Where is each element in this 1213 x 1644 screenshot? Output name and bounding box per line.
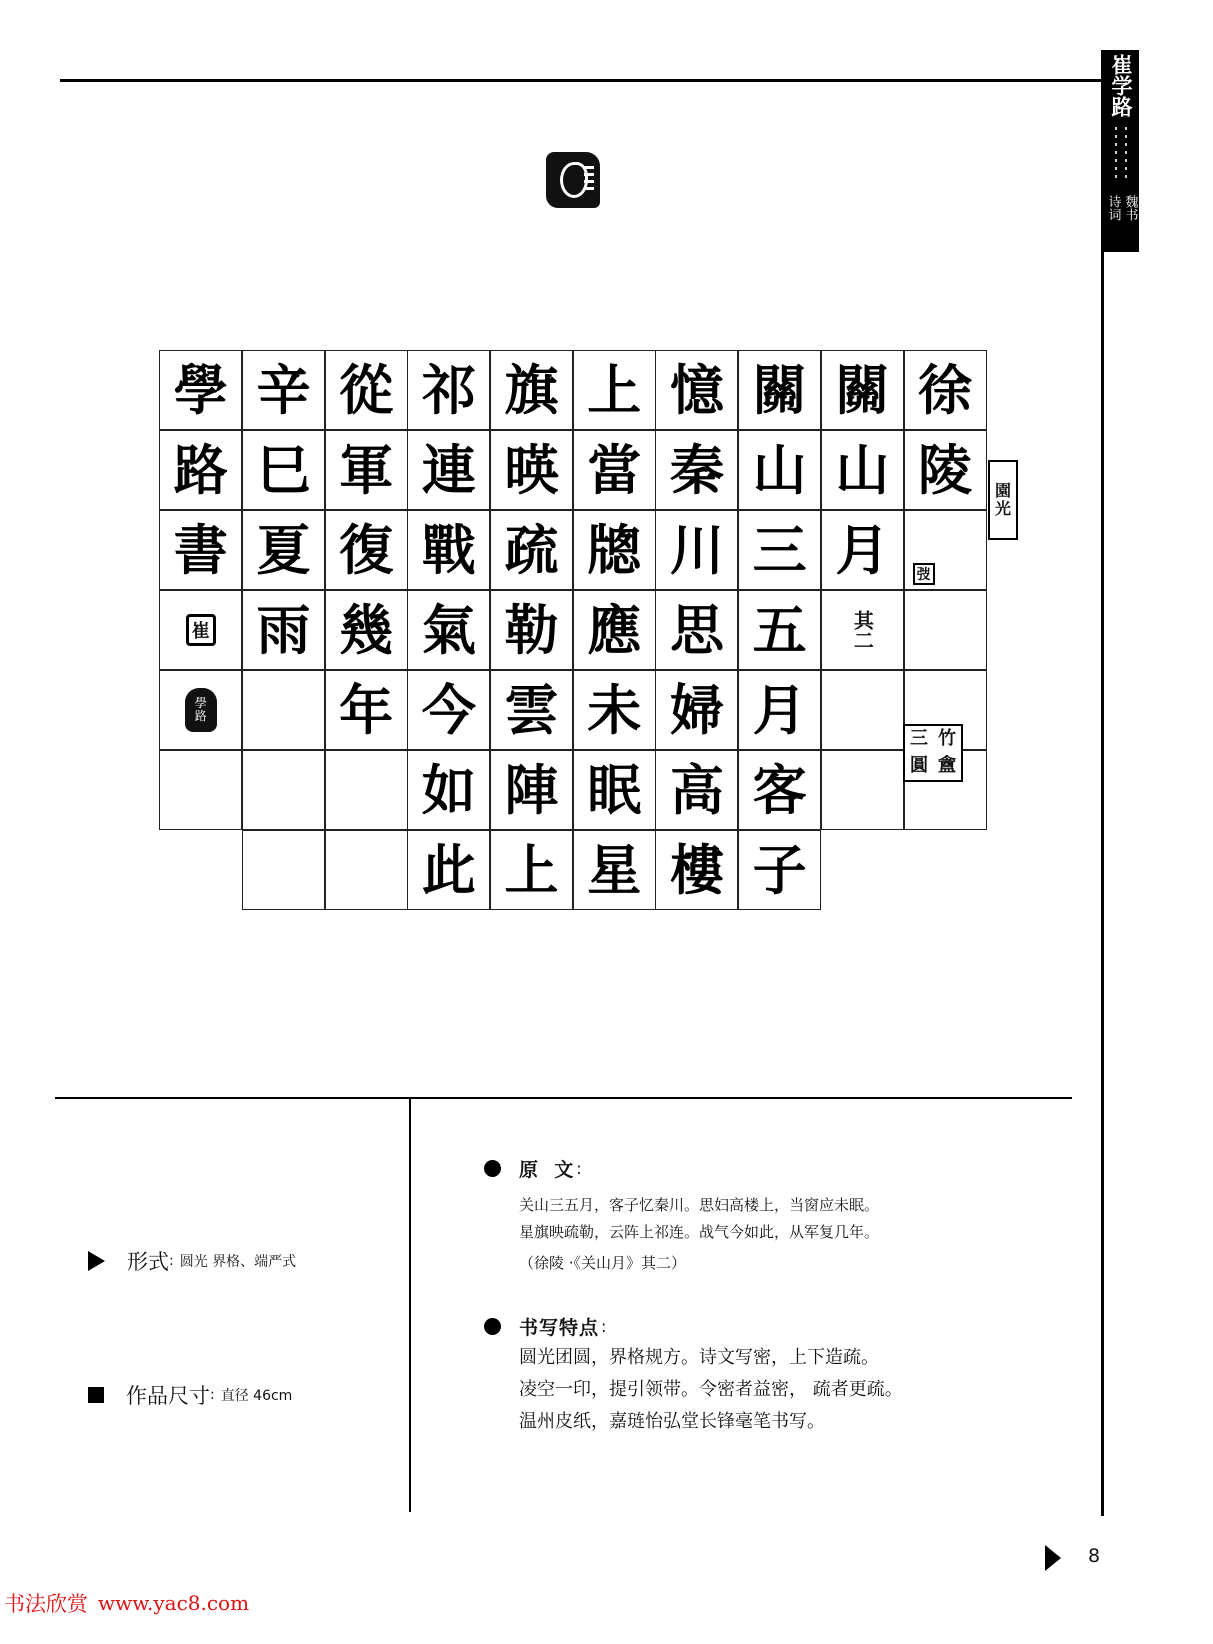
- calligraphy-character: 年: [339, 678, 394, 742]
- grid-cell: [159, 430, 242, 510]
- grid-cell: [242, 830, 325, 910]
- subtitle-shici: 诗词: [1105, 195, 1121, 221]
- grid-cell: [407, 750, 490, 830]
- grid-cell: [242, 430, 325, 510]
- form-value: 圆光 界格、端严式: [179, 1254, 297, 1270]
- seal-char: 學: [194, 696, 207, 710]
- grid-cell: [325, 590, 408, 670]
- grid-cell: [490, 430, 573, 510]
- grid-cell: [821, 350, 904, 430]
- poem-line: 关山三五月，客子忆秦川。思妇高楼上，当窗应未眠。: [519, 1196, 880, 1214]
- side-tab: [1103, 50, 1139, 252]
- calligraphy-character: 憶: [669, 358, 724, 422]
- original-text-lines: [519, 1192, 879, 1277]
- calligraphy-character: 上: [587, 358, 642, 422]
- calligraphy-character: 秦: [669, 438, 724, 502]
- grid-cell: [821, 590, 904, 670]
- grid-cell: [407, 670, 490, 750]
- grid-cell: [159, 510, 242, 590]
- grid-cell: [655, 750, 738, 830]
- grid-cell: [159, 750, 242, 830]
- calligraphy-character: 上: [504, 838, 559, 902]
- grid-cell: [159, 670, 242, 750]
- edge-seal-2-icon: [903, 724, 963, 782]
- watermark: [4, 1588, 249, 1618]
- grid-cell: [325, 430, 408, 510]
- colon: :: [576, 1159, 582, 1178]
- grid-cell: [490, 590, 573, 670]
- poem-number-note: 其二: [850, 610, 875, 650]
- calligraphy-character: 應: [587, 598, 642, 662]
- grid-cell: [655, 830, 738, 910]
- section-heading: [484, 1155, 879, 1182]
- calligraphy-character: 書: [173, 518, 228, 582]
- grid-cell: [821, 430, 904, 510]
- calligraphy-character: 山: [835, 438, 890, 502]
- calligraphy-character: 雲: [504, 678, 559, 742]
- grid-cell: [242, 590, 325, 670]
- grid-cell: [655, 510, 738, 590]
- calligraphy-character: 巳: [256, 438, 311, 502]
- form-label: 形式: [127, 1250, 169, 1274]
- calligraphy-character: 未: [587, 678, 642, 742]
- calligraphy-character: 旗: [504, 358, 559, 422]
- grid-cell: [573, 830, 656, 910]
- calligraphy-character: 從: [339, 358, 394, 422]
- grid-cell: [490, 750, 573, 830]
- grid-cell: [738, 590, 821, 670]
- feature-line: 圆光团圆，界格规方。诗文写密，上下造疏。: [519, 1347, 879, 1368]
- square-bullet-icon: [88, 1387, 104, 1403]
- poem-citation: （徐陵 ·《关山月》其二）: [519, 1254, 687, 1272]
- grid-cell: [490, 830, 573, 910]
- grid-cell: [904, 510, 987, 590]
- section-divider: [55, 1097, 1072, 1099]
- calligraphy-character: 陣: [504, 758, 559, 822]
- oval-seal-icon: [185, 688, 217, 732]
- calligraphy-character: 此: [421, 838, 476, 902]
- grid-cell: [490, 510, 573, 590]
- grid-cell: [821, 750, 904, 830]
- calligraphy-character: 祁: [421, 358, 476, 422]
- calligraphy-character: 三: [752, 518, 807, 582]
- edge-seal-char: 竹: [938, 728, 956, 749]
- calligraphy-character: 月: [752, 678, 807, 742]
- page-arrow-icon: [1045, 1545, 1061, 1571]
- calligraphy-character: 川: [669, 518, 724, 582]
- grid-cell: [159, 350, 242, 430]
- calligraphy-character: 五: [752, 598, 807, 662]
- grid-cell: [821, 670, 904, 750]
- circle-bullet-icon: [484, 1160, 501, 1177]
- grid-cell: [242, 670, 325, 750]
- colon: :: [210, 1387, 215, 1403]
- calligraphy-character: 學: [173, 358, 228, 422]
- calligraphy-character: 幾: [339, 598, 394, 662]
- calligraphy-character: 勒: [504, 598, 559, 662]
- edge-seal-icon: [988, 460, 1018, 540]
- author-name: 崔学路: [1109, 54, 1133, 117]
- watermark-url[interactable]: www.yac8.com: [98, 1591, 250, 1615]
- name-seal-icon: 崔: [186, 614, 216, 646]
- small-seal-icon: 弢: [913, 563, 935, 585]
- page-number: 8: [1088, 1545, 1101, 1567]
- calligraphy-character: 如: [421, 758, 476, 822]
- grid-cell: [159, 590, 242, 670]
- edge-seal-char: 光: [994, 499, 1011, 518]
- grid-cell: [325, 670, 408, 750]
- grid-cell: [904, 430, 987, 510]
- calligraphy-character: 夏: [256, 518, 311, 582]
- calligraphy-character: 氣: [421, 598, 476, 662]
- section-title: 书写特点: [519, 1317, 600, 1339]
- grid-cell: [325, 510, 408, 590]
- calligraphy-character: 關: [752, 358, 807, 422]
- grid-cell: [242, 510, 325, 590]
- top-seal-icon: [546, 152, 600, 208]
- grid-cell: [655, 670, 738, 750]
- calligraphy-character: 子: [752, 838, 807, 902]
- calligraphy-character: 連: [421, 438, 476, 502]
- grid-cell: [325, 350, 408, 430]
- seal-char: 路: [194, 709, 207, 723]
- grid-cell: [573, 430, 656, 510]
- calligraphy-character: 月: [835, 518, 890, 582]
- side-tab-dots: [1115, 127, 1127, 187]
- calligraphy-character: 當: [587, 438, 642, 502]
- feature-line: 凌空一印，提引领带。令密者益密， 疏者更疏。: [519, 1379, 903, 1400]
- calligraphy-character: 眠: [587, 758, 642, 822]
- grid-cell: [904, 350, 987, 430]
- column-divider: [409, 1098, 411, 1512]
- features-lines: [519, 1342, 903, 1438]
- form-row: [88, 1246, 296, 1276]
- grid-cell: [490, 670, 573, 750]
- triangle-bullet-icon: [88, 1251, 105, 1271]
- grid-cell: [738, 830, 821, 910]
- calligraphy-character: 關: [835, 358, 890, 422]
- grid-cell: [490, 350, 573, 430]
- grid-cell: [738, 670, 821, 750]
- edge-seal-char: 園: [994, 481, 1011, 500]
- section-title: 原 文: [519, 1159, 575, 1181]
- grid-cell: [407, 590, 490, 670]
- watermark-site-name: 书法欣赏: [4, 1592, 88, 1616]
- calligraphy-character: 山: [752, 438, 807, 502]
- calligraphy-character: 雨: [256, 598, 311, 662]
- grid-cell: [573, 590, 656, 670]
- calligraphy-character: 疏: [504, 518, 559, 582]
- colon: :: [601, 1317, 607, 1336]
- grid-cell: [242, 350, 325, 430]
- grid-cell: [573, 510, 656, 590]
- subtitle-weishu: 魏书: [1122, 195, 1138, 221]
- grid-cell: [655, 590, 738, 670]
- side-tab-subtitles: [1106, 195, 1137, 221]
- right-rule: [1101, 50, 1104, 1516]
- calligraphy-character: 戰: [421, 518, 476, 582]
- grid-cell: [738, 430, 821, 510]
- grid-cell: [821, 510, 904, 590]
- grid-cell: [325, 830, 408, 910]
- grid-cell: [407, 430, 490, 510]
- calligraphy-character: 星: [587, 838, 642, 902]
- grid-cell: [407, 350, 490, 430]
- poem-line: 星旗映疏勒，云阵上祁连。战气今如此，从军复几年。: [519, 1223, 880, 1241]
- size-label: 作品尺寸: [126, 1384, 210, 1408]
- grid-cell: [738, 350, 821, 430]
- circle-bullet-icon: [484, 1318, 501, 1335]
- grid-cell: [655, 350, 738, 430]
- original-text-section: [484, 1155, 879, 1277]
- section-heading: [484, 1313, 903, 1340]
- grid-cell: [573, 670, 656, 750]
- calligraphy-character: 高: [669, 758, 724, 822]
- size-row: [88, 1380, 292, 1410]
- calligraphy-character: 婦: [669, 678, 724, 742]
- grid-cell: [242, 750, 325, 830]
- grid-cell: [407, 510, 490, 590]
- colon: :: [169, 1253, 174, 1269]
- grid-cell: [904, 590, 987, 670]
- calligraphy-character: 牕: [587, 518, 642, 582]
- edge-seal-char: 圓: [910, 755, 928, 776]
- calligraphy-character: 樓: [669, 838, 724, 902]
- calligraphy-character: 思: [669, 598, 724, 662]
- writing-features-section: [484, 1313, 903, 1438]
- calligraphy-character: 徐: [918, 358, 973, 422]
- calligraphy-character: 暎: [504, 438, 559, 502]
- edge-seal-char: 盦: [938, 755, 956, 776]
- edge-seal-char: 三: [910, 728, 928, 749]
- grid-cell: [573, 750, 656, 830]
- calligraphy-character: 復: [339, 518, 394, 582]
- grid-cell: [738, 510, 821, 590]
- calligraphy-character: 路: [173, 438, 228, 502]
- calligraphy-character: 軍: [339, 438, 394, 502]
- grid-cell: [325, 750, 408, 830]
- calligraphy-character: 今: [421, 678, 476, 742]
- calligraphy-character: 辛: [256, 358, 311, 422]
- calligraphy-character: 客: [752, 758, 807, 822]
- grid-cell: [655, 430, 738, 510]
- feature-line: 温州皮纸，嘉琏怡弘堂长锋毫笔书写。: [519, 1411, 825, 1432]
- size-value: 直径 46cm: [220, 1388, 293, 1404]
- top-rule: [60, 79, 1103, 82]
- grid-cell: [738, 750, 821, 830]
- grid-cell: [407, 830, 490, 910]
- grid-cell: [573, 350, 656, 430]
- calligraphy-character: 陵: [918, 438, 973, 502]
